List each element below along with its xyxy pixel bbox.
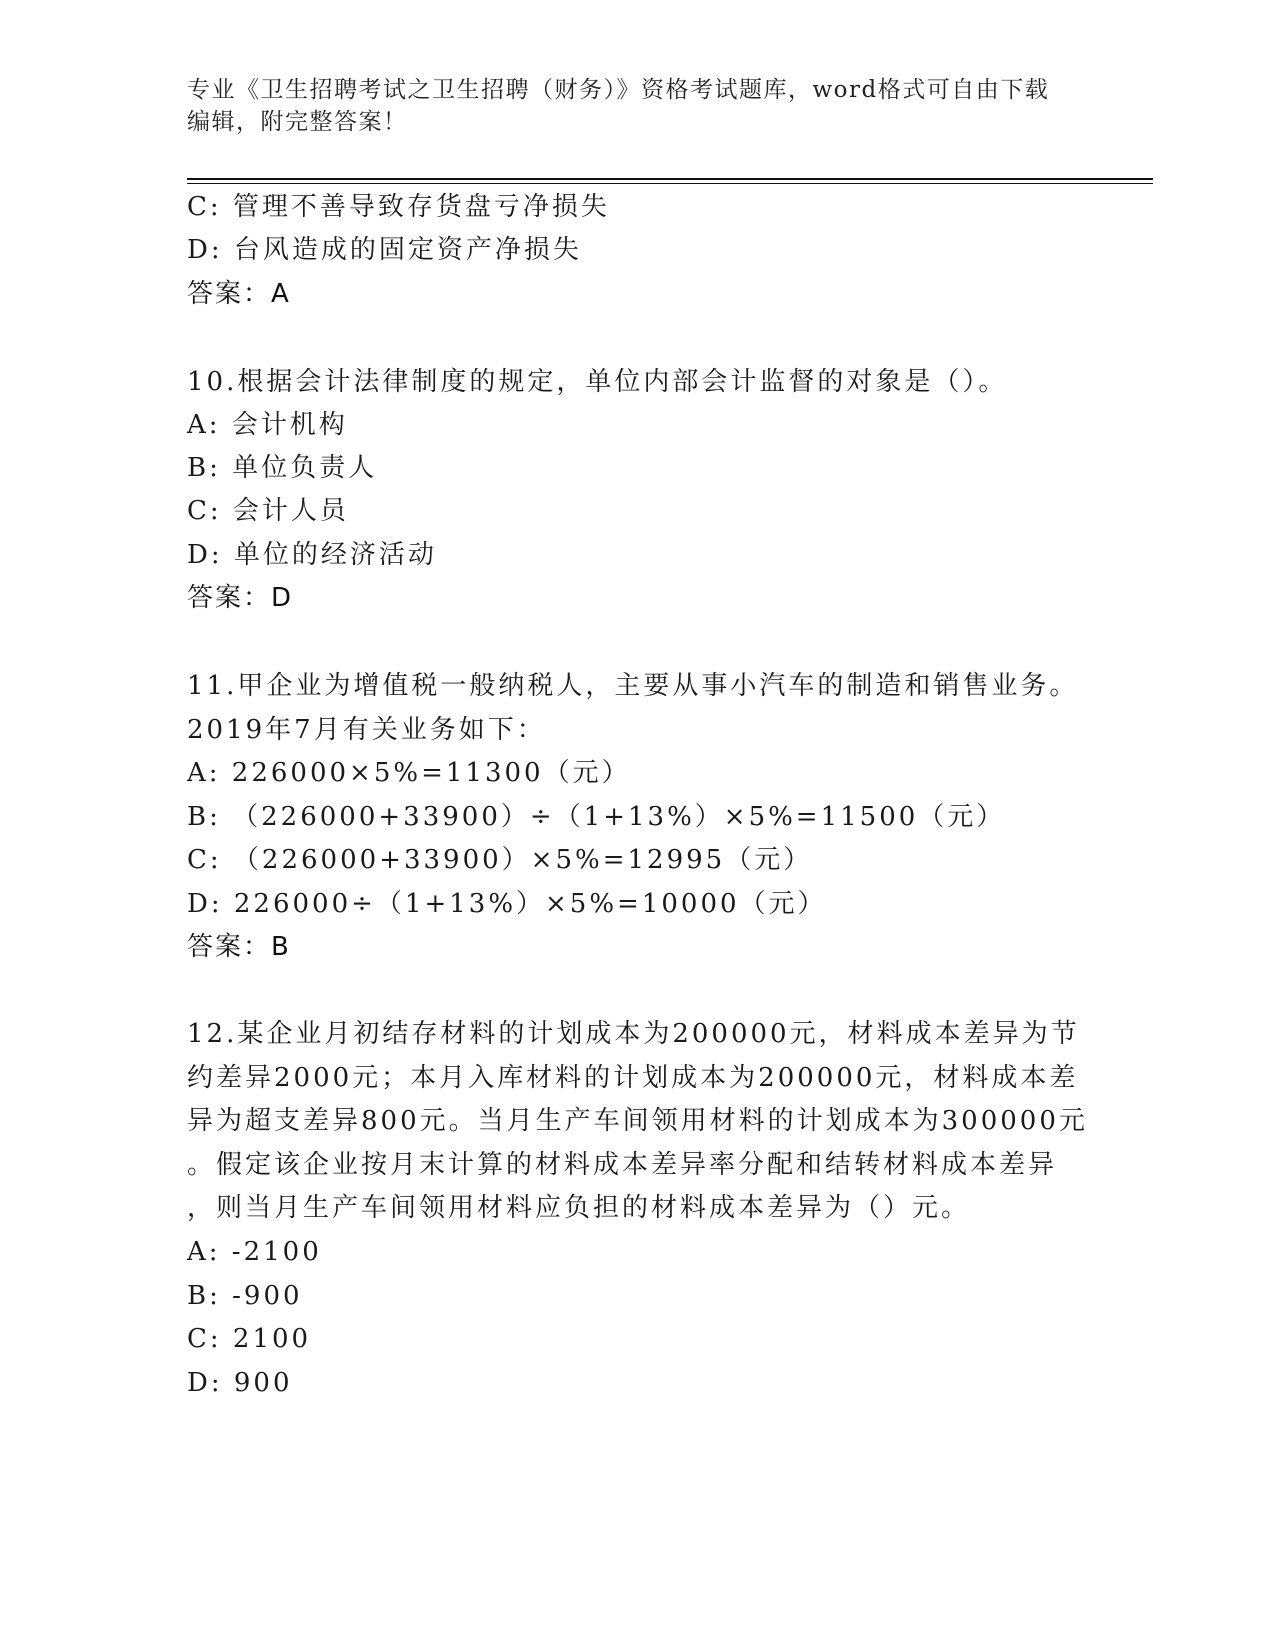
q12-stem-line-1: 12.某企业月初结存材料的计划成本为200000元，材料成本差异为节 <box>187 1019 1080 1049</box>
q9-option-c: C: 管理不善导致存货盘亏净损失 <box>187 192 610 222</box>
q10-stem: 10.根据会计法律制度的规定，单位内部会计监督的对象是（）。 <box>187 367 1008 397</box>
q10-answer: 答案：D <box>187 583 294 613</box>
q9-answer: 答案：A <box>187 279 291 309</box>
q12-stem-line-5: ，则当月生产车间领用材料应负担的材料成本差异为（）元。 <box>187 1193 971 1223</box>
q12-stem-line-4: 。假定该企业按月末计算的材料成本差异率分配和结转材料成本差异 <box>187 1150 1058 1180</box>
header-rule-thin <box>187 183 1153 184</box>
q12-option-d: D: 900 <box>187 1368 293 1398</box>
q10-option-c: C: 会计人员 <box>187 496 349 526</box>
q9-option-d: D: 台风造成的固定资产净损失 <box>187 235 582 265</box>
q11-option-d: D: 226000÷（1+13%）×5%=10000（元） <box>187 889 827 919</box>
header-line-2: 编辑，附完整答案！ <box>187 109 408 135</box>
q11-answer: 答案：B <box>187 932 291 962</box>
q10-option-b: B: 单位负责人 <box>187 453 378 483</box>
q11-option-b: B: （226000+33900）÷（1+13%）×5%=11500（元） <box>187 802 1006 832</box>
q12-option-c: C: 2100 <box>187 1324 312 1354</box>
header-line-1: 专业《卫生招聘考试之卫生招聘（财务）》资格考试题库，word格式可自由下载 <box>187 77 1050 103</box>
q11-stem-line-2: 2019年7月有关业务如下： <box>187 715 546 745</box>
q11-stem-line-1: 11.甲企业为增值税一般纳税人，主要从事小汽车的制造和销售业务。 <box>187 671 1079 701</box>
q12-stem-line-2: 约差异2000元；本月入库材料的计划成本为200000元，材料成本差 <box>187 1063 1079 1093</box>
page-header <box>187 74 1067 138</box>
q10-option-d: D: 单位的经济活动 <box>187 540 437 570</box>
q11-option-c: C: （226000+33900）×5%=12995（元） <box>187 845 813 875</box>
q12-option-b: B: -900 <box>187 1281 303 1311</box>
q12-option-a: A: -2100 <box>187 1237 322 1267</box>
q10-option-a: A: 会计机构 <box>187 410 348 440</box>
header-rule-thick <box>187 178 1153 180</box>
q12-stem-line-3: 异为超支差异800元。当月生产车间领用材料的计划成本为300000元 <box>187 1106 1088 1136</box>
q11-option-a: A: 226000×5%=11300（元） <box>187 758 631 788</box>
